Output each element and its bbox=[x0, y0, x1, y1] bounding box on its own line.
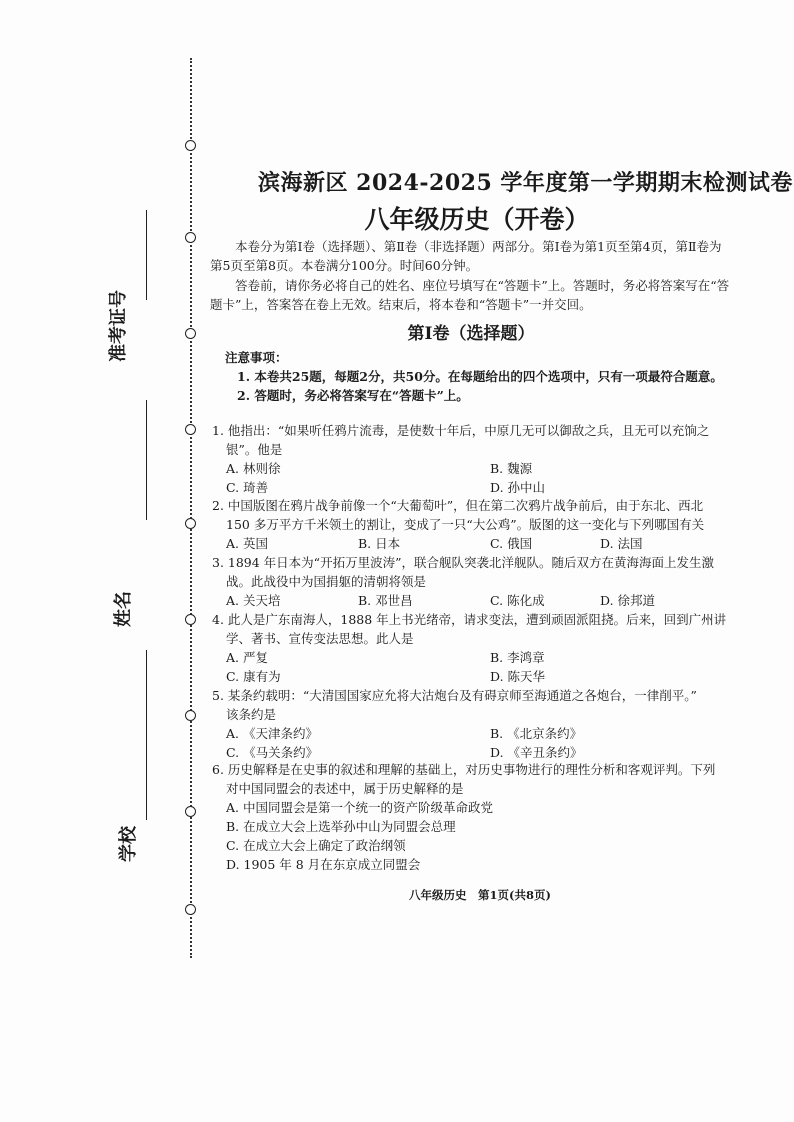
question-stem: 3. 1894 年日本为“开拓万里波涛”，联合舰队突袭北洋舰队。随后双方在黄海海面上发生激 bbox=[212, 555, 714, 570]
binding-hole bbox=[185, 518, 196, 529]
question-stem: 1. 他指出：“如果听任鸦片流毒，是使数十年后，中原几无可以御敌之兵，且无可以充饷之 bbox=[212, 423, 710, 438]
intro-paragraph-2 bbox=[210, 276, 732, 314]
option-b[interactable]: B. 在成立大会上选举孙中山为同盟会总理 bbox=[226, 819, 456, 834]
question-stem-cont: 战。此战役中为国捐躯的清朝将领是 bbox=[226, 574, 427, 589]
option-d[interactable]: D. 徐邦道 bbox=[600, 593, 656, 608]
question-stem: 5. 某条约载明：“大清国国家应允将大沽炮台及有碍京师至海通道之各炮台，一律削平。” bbox=[212, 688, 697, 703]
option-c[interactable]: C. 《马关条约》 bbox=[226, 745, 319, 760]
option-b[interactable]: B. 《北京条约》 bbox=[490, 726, 583, 741]
binding-hole bbox=[185, 614, 196, 625]
page-footer: 八年级历史 第1页(共8页) bbox=[409, 888, 551, 902]
option-b[interactable]: B. 邓世昌 bbox=[358, 593, 413, 608]
note-1: 1. 本卷共25题，每题2分，共50分。在每题给出的四个选项中，只有一项最符合题意。 bbox=[237, 369, 723, 384]
name-label: 姓名 bbox=[113, 591, 134, 627]
option-c[interactable]: C. 俄国 bbox=[490, 536, 533, 551]
intro-text-2: 答卷前，请你务必将自己的姓名、座位号填写在“答题卡”上。答题时，务必将答案写在“答题卡”上，答案答在卷上无效。结束后，将本卷和“答题卡”一并交回。 bbox=[210, 278, 730, 312]
option-d[interactable]: D. 1905 年 8 月在东京成立同盟会 bbox=[226, 857, 421, 872]
question-stem: 2. 中国版图在鸦片战争前像一个“大葡萄叶”，但在第二次鸦片战争前后，由于东北、西北 bbox=[212, 498, 704, 513]
exam-title: 滨海新区 2024-2025 学年度第一学期期末检测试卷 bbox=[258, 170, 793, 196]
binding-hole bbox=[185, 328, 196, 339]
question-stem-cont: 150 多万平方千米领土的割让，变成了一只“大公鸡”。版图的这一变化与下列哪国有关 bbox=[226, 517, 705, 532]
question-2 bbox=[212, 496, 734, 553]
option-d[interactable]: D. 法国 bbox=[600, 536, 643, 551]
binding-hole bbox=[185, 140, 196, 151]
option-a[interactable]: A. 中国同盟会是第一个统一的资产阶级革命政党 bbox=[226, 800, 493, 815]
question-4 bbox=[212, 610, 734, 686]
option-d[interactable]: D. 陈天华 bbox=[490, 669, 546, 684]
option-b[interactable]: B. 魏源 bbox=[490, 461, 533, 476]
question-5 bbox=[212, 686, 734, 762]
exam-no-label: 准考证号 bbox=[108, 290, 129, 362]
option-c[interactable]: C. 康有为 bbox=[226, 669, 281, 684]
option-a[interactable]: A. 关天培 bbox=[226, 593, 281, 608]
option-a[interactable]: A. 英国 bbox=[226, 536, 268, 551]
option-c[interactable]: C. 陈化成 bbox=[490, 593, 545, 608]
option-b[interactable]: B. 日本 bbox=[358, 536, 401, 551]
question-stem-cont: 对中国同盟会的表述中，属于历史解释的是 bbox=[226, 781, 464, 796]
intro-paragraph-1 bbox=[210, 237, 732, 275]
binding-hole bbox=[185, 904, 196, 915]
binding-strip bbox=[0, 0, 215, 1122]
school-label: 学校 bbox=[118, 826, 139, 862]
intro-text-1: 本卷分为第Ⅰ卷（选择题）、第Ⅱ卷（非选择题）两部分。第Ⅰ卷为第1页至第4页，第Ⅱ卷为第5页至第8页。本卷满分100分。时间60分钟。 bbox=[210, 239, 722, 273]
question-stem-cont: 该条约是 bbox=[226, 707, 277, 722]
option-a[interactable]: A. 《天津条约》 bbox=[226, 726, 318, 741]
question-3 bbox=[212, 553, 734, 610]
section-title: 第Ⅰ卷（选择题） bbox=[407, 324, 535, 344]
notes-header: 注意事项： bbox=[225, 350, 288, 365]
option-c[interactable]: C. 琦善 bbox=[226, 480, 269, 495]
question-stem: 6. 历史解释是在史事的叙述和理解的基础上，对历史事物进行的理性分析和客观评判。下列 bbox=[212, 762, 716, 777]
option-d[interactable]: D. 孙中山 bbox=[490, 480, 546, 495]
name-underline[interactable] bbox=[146, 400, 147, 520]
binding-hole bbox=[185, 806, 196, 817]
option-a[interactable]: A. 林则徐 bbox=[226, 461, 281, 476]
option-c[interactable]: C. 在成立大会上确定了政治纲领 bbox=[226, 838, 406, 853]
option-b[interactable]: B. 李鸿章 bbox=[490, 650, 545, 665]
question-stem-cont: 学、著书、宣传变法思想。此人是 bbox=[226, 631, 414, 646]
binding-hole bbox=[185, 424, 196, 435]
question-stem-cont: 银”。他是 bbox=[226, 442, 283, 457]
question-6 bbox=[212, 760, 734, 874]
binding-hole bbox=[185, 710, 196, 721]
school-underline[interactable] bbox=[146, 650, 147, 820]
binding-dotted-line bbox=[190, 58, 192, 958]
notes-block bbox=[225, 348, 735, 405]
option-d[interactable]: D. 《辛丑条约》 bbox=[490, 745, 583, 760]
option-a[interactable]: A. 严复 bbox=[226, 650, 268, 665]
question-stem: 4. 此人是广东南海人，1888 年上书光绪帝，请求变法，遭到顽固派阻挠。后来，回到广州讲 bbox=[212, 612, 727, 627]
note-2: 2. 答题时，务必将答案写在“答题卡”上。 bbox=[237, 388, 469, 403]
exam-subtitle: 八年级历史（开卷） bbox=[364, 205, 590, 234]
question-1 bbox=[212, 421, 734, 497]
